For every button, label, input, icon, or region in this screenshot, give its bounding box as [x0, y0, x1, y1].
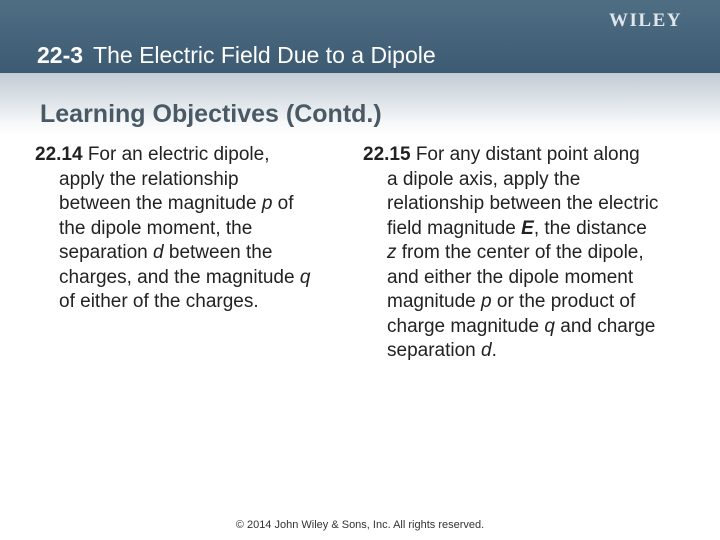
section-number: 22-3: [37, 42, 84, 68]
page-title: [37, 42, 436, 69]
objective-22-14: [35, 143, 310, 315]
objective-line: separation d.: [387, 340, 497, 361]
objective-line: of either of the charges.: [59, 291, 259, 312]
section-title-text: The Electric Field Due to a Dipole: [93, 42, 436, 68]
symbol-d: d: [153, 242, 164, 263]
symbol-d: d: [481, 340, 492, 361]
objective-line: z from the center of the dipole,: [387, 242, 644, 263]
header-bar: [0, 0, 720, 73]
objective-line: the dipole moment, the: [59, 217, 253, 239]
objective-line: apply the relationship: [59, 168, 239, 190]
objective-line: [35, 143, 310, 168]
objective-line: and either the dipole moment: [387, 266, 634, 288]
copyright-footer: © 2014 John Wiley & Sons, Inc. All rights reserved.: [235, 519, 485, 531]
objective-line: field magnitude E, the distance: [387, 217, 647, 239]
objective-text: For any distant point along: [415, 144, 640, 165]
objective-code: 22.15: [363, 144, 411, 165]
objective-22-15: [363, 143, 658, 364]
publisher-logo: WILEY: [609, 10, 682, 31]
objective-text: For an electric dipole,: [87, 144, 270, 165]
objective-code: 22.14: [35, 144, 83, 165]
objective-line: relationship between the electric: [387, 193, 659, 214]
objective-line: magnitude p or the product of: [387, 291, 636, 312]
symbol-E: E: [521, 217, 534, 239]
symbol-p: p: [261, 193, 273, 214]
symbol-p: p: [481, 291, 492, 312]
objective-line: a dipole axis, apply the: [387, 168, 581, 190]
objective-line: [363, 143, 658, 168]
learning-objectives-heading: Learning Objectives (Contd.): [40, 100, 382, 128]
objective-line: charges, and the magnitude q: [59, 266, 311, 288]
objective-text: between the magnitude p of: [59, 193, 294, 214]
objective-line: charge magnitude q and charge: [387, 315, 656, 337]
symbol-q: q: [544, 315, 555, 337]
symbol-z: z: [387, 242, 397, 263]
objective-line: [35, 192, 310, 217]
objective-line: separation d between the: [59, 242, 273, 263]
symbol-q: q: [299, 266, 311, 288]
